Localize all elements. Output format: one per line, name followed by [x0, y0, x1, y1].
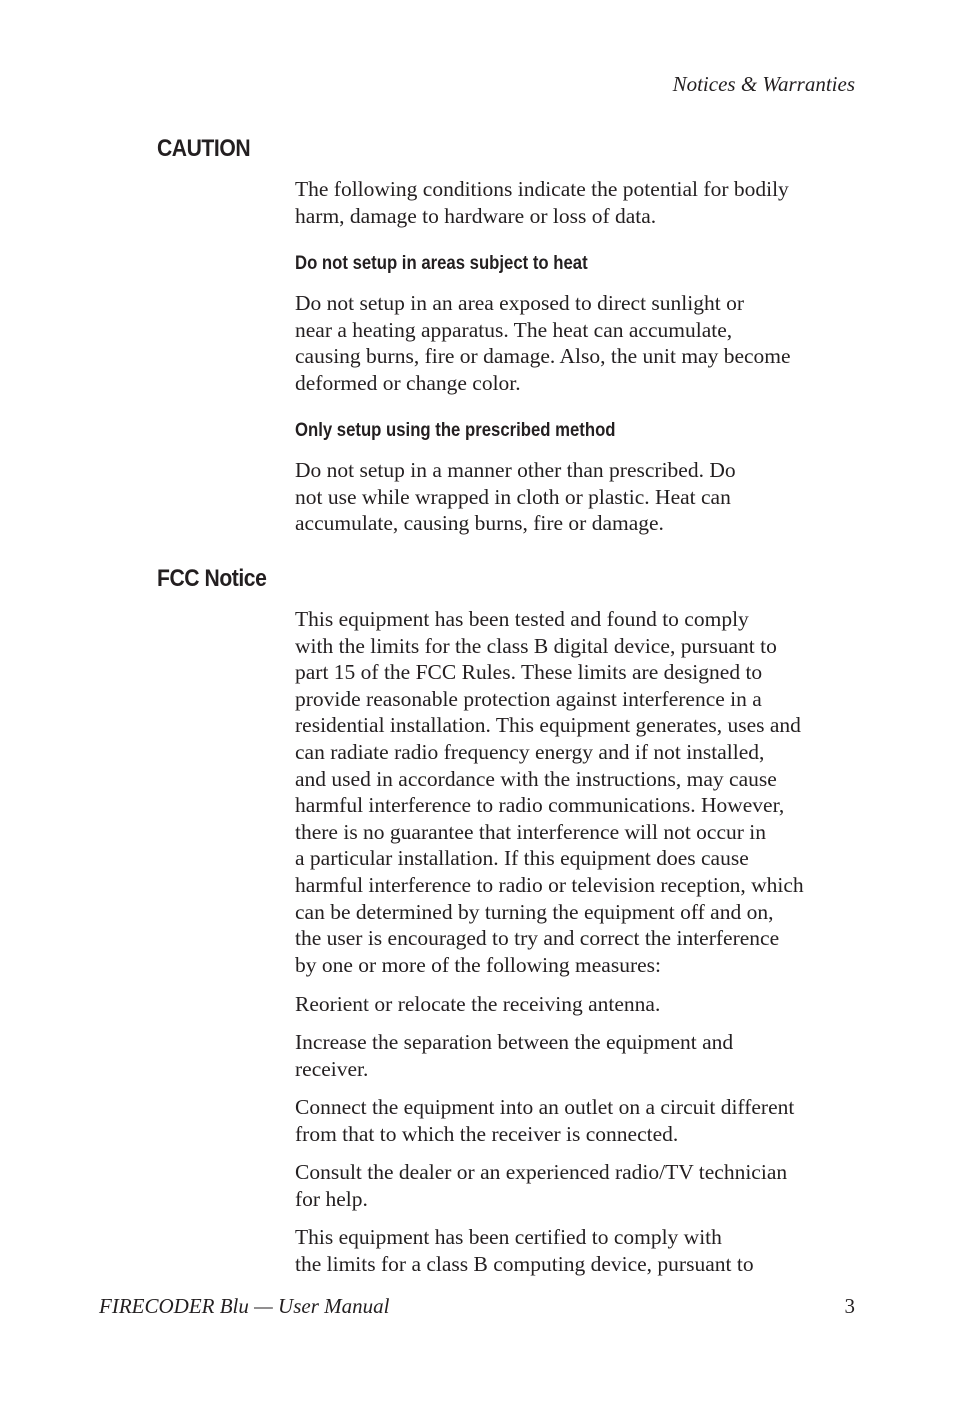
- fcc-paragraph-separation: Increase the separation between the equipment and receiver.: [295, 1030, 734, 1081]
- caution-item-heat-title: Do not setup in areas subject to heat: [295, 253, 588, 274]
- caution-intro: The following conditions indicate the potential for bodily harm, damage to hardware or loss of data.: [295, 177, 789, 228]
- fcc-paragraph-consult: Consult the dealer or an experienced radio/TV technician for help.: [295, 1160, 788, 1211]
- fcc-heading: FCC Notice: [157, 565, 267, 592]
- caution-item-method-body: Do not setup in a manner other than prescribed. Do not use while wrapped in cloth or plastic. Heat can accumulate, causing burns, fire or damage.: [295, 458, 736, 536]
- fcc-paragraph-certified: This equipment has been certified to comply with the limits for a class B computing device, pursuant to: [295, 1225, 754, 1276]
- caution-heading: CAUTION: [157, 135, 251, 162]
- caution-item-method-title: Only setup using the prescribed method: [295, 420, 616, 441]
- fcc-paragraph-main: This equipment has been tested and found to comply with the limits for the class B digital device, pursuant to part 15 of the FCC Rules. These limits are designed to provide reasonable protection against interference in a residential installation. This equipment generates, uses and can radiate radio frequency energy and if not installed, and used in accordance with the instructions, may cause harmful interference to radio communications. However, there is no guarantee that interference will not occur in a particular installation. If this equipment does cause harmful interference to radio or television reception, which can be determined by turning the equipment off and on, the user is encouraged to try and correct the interference by one or more of the following measures:: [295, 607, 804, 977]
- footer-page-number: 3: [844, 1294, 855, 1318]
- running-header: Notices & Warranties: [672, 72, 855, 96]
- footer-manual-title: FIRECODER Blu — User Manual: [99, 1294, 390, 1318]
- caution-item-heat-body: Do not setup in an area exposed to direct sunlight or near a heating apparatus. The heat can accumulate, causing burns, fire or damage. Also, the unit may become deformed or change color.: [295, 291, 791, 395]
- fcc-paragraph-reorient: Reorient or relocate the receiving antenna.: [295, 992, 661, 1016]
- fcc-paragraph-outlet: Connect the equipment into an outlet on a circuit different from that to which the receiver is connected.: [295, 1095, 795, 1146]
